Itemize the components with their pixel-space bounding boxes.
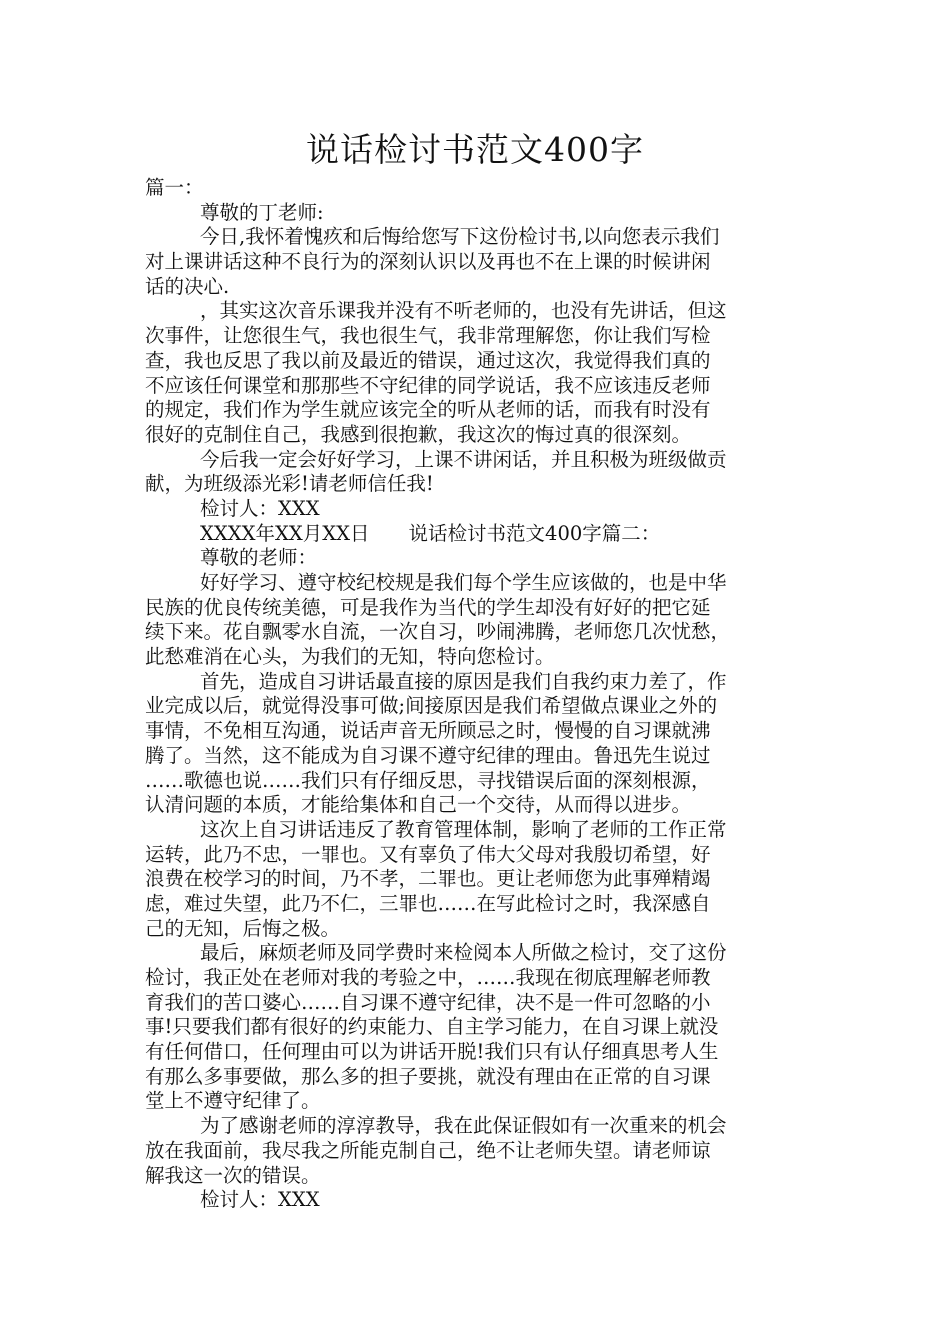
text-line: 事情，不免相互沟通，说话声音无所顾忌之时，慢慢的自习课就沸 [145, 719, 711, 743]
text-line: 业完成以后，就觉得没事可做;间接原因是我们希望做点课业之外的 [145, 694, 718, 718]
text-line: 堂上不遵守纪律了。 [145, 1089, 321, 1113]
text-line: 今后我一定会好好学习，上课不讲闲话，并且积极为班级做贡 [200, 447, 727, 471]
text-line: 运转，此乃不忠，一罪也。又有辜负了伟大父母对我殷切希望，好 [145, 842, 711, 866]
text-line: 尊敬的丁老师: [200, 200, 324, 224]
text-line: 很好的克制住自己，我感到很抱歉，我这次的悔过真的很深刻。 [145, 422, 692, 446]
text-line: 民族的优良传统美德，可是我作为当代的学生却没有好好的把它延 [145, 595, 711, 619]
text-line: 最后，麻烦老师及同学费时来检阅本人所做之检讨，交了这份 [200, 941, 727, 965]
text-line: 放在我面前，我尽我之所能克制自己，绝不让老师失望。请老师谅 [145, 1138, 711, 1162]
text-line: XXXX年XX月XX日 说话检讨书范文400字篇二： [200, 521, 661, 545]
text-line: 浪费在校学习的时间，乃不孝，二罪也。更让老师您为此事殚精竭 [145, 867, 711, 891]
text-line: 育我们的苦口婆心……自习课不遵守纪律，决不是一件可忽略的小 [145, 990, 711, 1014]
text-line: 话的决心. [145, 274, 230, 298]
text-line: 的规定，我们作为学生就应该完全的听从老师的话，而我有时没有 [145, 398, 711, 422]
text-line: 为了感谢老师的淳淳教导，我在此保证假如有一次重来的机会 [200, 1114, 727, 1138]
text-line: 好好学习、遵守校纪校规是我们每个学生应该做的，也是中华 [200, 571, 727, 594]
text-line: 次事件，让您很生气，我也很生气，我非常理解您，你让我们写检 [145, 324, 711, 348]
text-line: 今日,我怀着愧疚和后悔给您写下这份检讨书,以向您表示我们 [200, 225, 720, 249]
text-line: 对上课讲话这种不良行为的深刻认识以及再也不在上课的时候讲闲 [145, 250, 711, 274]
text-line: 检讨，我正处在老师对我的考验之中，……我现在彻底理解老师教 [145, 966, 711, 989]
text-line: 此愁难消在心头，为我们的无知，特向您检讨。 [145, 645, 555, 669]
text-line: 检讨人：XXX [200, 496, 320, 520]
text-line: 腾了。当然，这不能成为自习课不遵守纪律的理由。鲁迅先生说过 [145, 743, 711, 767]
text-line: 首先，造成自习讲话最直接的原因是我们自我约束力差了，作 [200, 669, 727, 693]
text-line: 解我这一次的错误。 [145, 1163, 321, 1187]
text-line: 虑，难过失望，此乃不仁，三罪也……在写此检讨之时，我深感自 [145, 891, 711, 915]
text-line: 献，为班级添光彩!请老师信任我! [145, 472, 434, 496]
document-title: 说话检讨书范文400字 [306, 130, 644, 169]
text-line: 认清问题的本质，才能给集体和自己一个交待，从而得以进步。 [145, 793, 692, 817]
document-body [145, 176, 810, 1213]
text-line: ，其实这次音乐课我并没有不听老师的，也没有先讲话，但这 [200, 299, 727, 323]
text-line: 不应该任何课堂和那那些不守纪律的同学说话，我不应该违反老师 [145, 373, 711, 397]
text-line: 检讨人：XXX [200, 1188, 320, 1212]
text-line: 篇一： [145, 176, 204, 199]
text-line: 己的无知，后悔之极。 [145, 916, 341, 940]
text-line: 这次上自习讲话违反了教育管理体制，影响了老师的工作正常 [200, 817, 727, 841]
text-line: 有任何借口，任何理由可以为讲话开脱!我们只有认仔细真思考人生 [145, 1040, 719, 1064]
text-line: 事!只要我们都有很好的约束能力、自主学习能力，在自习课上就没 [145, 1015, 719, 1039]
text-line: 尊敬的老师： [200, 546, 318, 570]
text-line: ……歌德也说……我们只有仔细反思，寻找错误后面的深刻根源， [145, 768, 711, 792]
text-line: 查，我也反思了我以前及最近的错误，通过这次，我觉得我们真的 [145, 348, 711, 372]
text-line: 有那么多事要做，那么多的担子要挑，就没有理由在正常的自习课 [145, 1064, 711, 1088]
text-line: 续下来。花自飘零水自流，一次自习，吵闹沸腾，老师您几次忧愁， [145, 620, 731, 644]
